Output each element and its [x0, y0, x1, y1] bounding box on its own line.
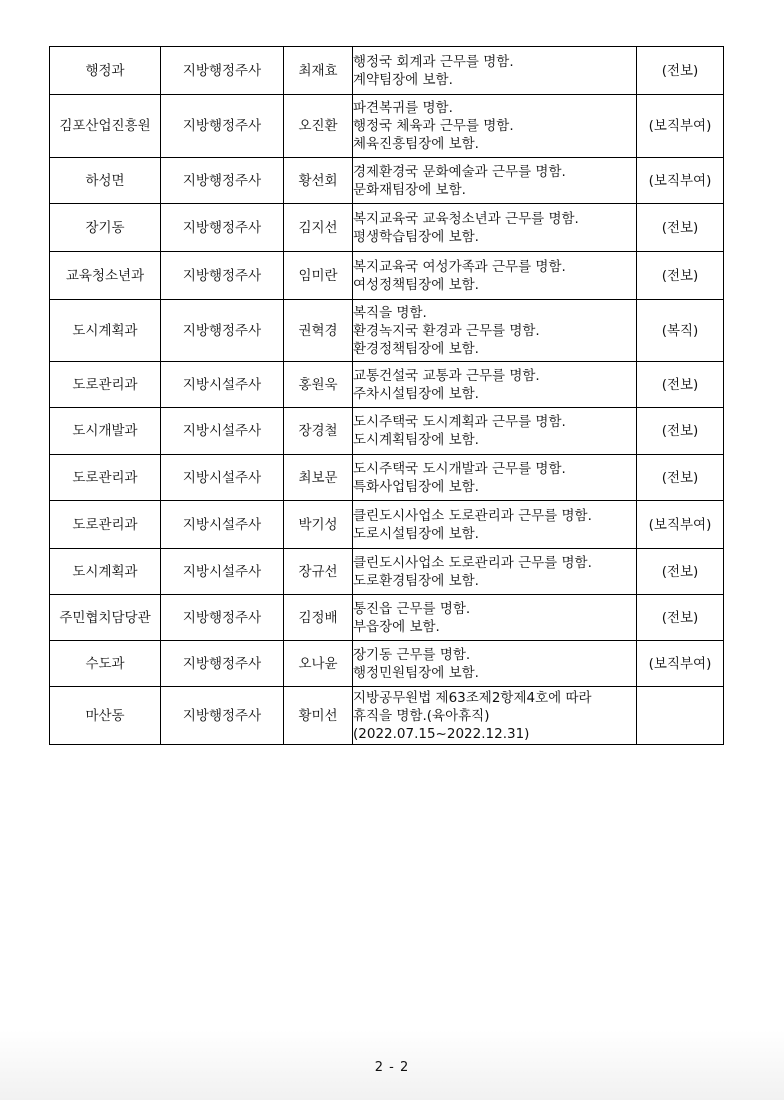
- appointment-description-line: 도시주택국 도시계획과 근무를 명함.: [353, 414, 566, 430]
- rank-cell: 지방행정주사: [161, 687, 284, 745]
- department-cell: 교육청소년과: [50, 252, 161, 300]
- employee-name-cell: 최재효: [284, 47, 353, 95]
- table-row: [50, 408, 724, 455]
- employee-name-cell: 오진환: [284, 95, 353, 158]
- department-cell: 도로관리과: [50, 501, 161, 549]
- department-cell: 도시개발과: [50, 408, 161, 455]
- appointment-description-line: 행정국 회계과 근무를 명함.: [353, 53, 514, 70]
- rank-cell: 지방행정주사: [161, 158, 284, 204]
- employee-name-cell: 김지선: [284, 204, 353, 252]
- employee-name-cell: 박기성: [284, 501, 353, 549]
- appointment-type-cell: (전보): [637, 455, 724, 501]
- table-row: [50, 95, 724, 158]
- rank-cell: 지방행정주사: [161, 204, 284, 252]
- table-row: [50, 549, 724, 595]
- rank-cell: 지방행정주사: [161, 595, 284, 641]
- rank-cell: 지방시설주사: [161, 549, 284, 595]
- appointment-description-line: 복직을 명함.: [353, 304, 427, 321]
- appointment-description-line: 도로시설팀장에 보함.: [353, 525, 479, 542]
- appointment-description-line: 장기동 근무를 명함.: [353, 646, 471, 663]
- appointment-description-cell: [353, 595, 637, 641]
- appointment-description-cell: [353, 204, 637, 252]
- appointment-description-line: 경제환경국 문화예술과 근무를 명함.: [353, 163, 566, 180]
- table-row: [50, 362, 724, 408]
- appointment-description-cell: [353, 501, 637, 549]
- appointment-description-line: 클린도시사업소 도로관리과 근무를 명함.: [353, 507, 592, 524]
- appointment-description-line: 부읍장에 보함.: [353, 618, 440, 635]
- rank-cell: 지방행정주사: [161, 300, 284, 362]
- department-cell: 수도과: [50, 641, 161, 687]
- table-row: [50, 595, 724, 641]
- rank-cell: 지방시설주사: [161, 501, 284, 549]
- appointment-type-cell: (복직): [637, 300, 724, 362]
- department-cell: 하성면: [50, 158, 161, 204]
- appointment-description-cell: [353, 158, 637, 204]
- rank-cell: 지방시설주사: [161, 362, 284, 408]
- table-row: [50, 204, 724, 252]
- appointment-description-line: 클린도시사업소 도로관리과 근무를 명함.: [353, 554, 592, 571]
- table-row: [50, 687, 724, 745]
- appointment-description-cell: [353, 408, 637, 455]
- appointment-type-cell: (전보): [637, 252, 724, 300]
- appointment-description-line: 복지교육국 여성가족과 근무를 명함.: [353, 258, 566, 275]
- appointment-description-line: 복지교육국 교육청소년과 근무를 명함.: [353, 210, 579, 227]
- rank-cell: 지방행정주사: [161, 95, 284, 158]
- rank-cell: 지방행정주사: [161, 252, 284, 300]
- rank-cell: 지방시설주사: [161, 455, 284, 501]
- rank-cell: 지방행정주사: [161, 47, 284, 95]
- appointment-description-line: 파견복귀를 명함.: [353, 100, 453, 116]
- employee-name-cell: 장경철: [284, 408, 353, 455]
- employee-name-cell: 황선회: [284, 158, 353, 204]
- appointment-description-line: 교통건설국 교통과 근무를 명함.: [353, 367, 540, 384]
- appointment-type-cell: (보직부여): [637, 641, 724, 687]
- appointment-type-cell: (보직부여): [637, 501, 724, 549]
- employee-name-cell: 홍원욱: [284, 362, 353, 408]
- employee-name-cell: 장규선: [284, 549, 353, 595]
- department-cell: 도시계획과: [50, 549, 161, 595]
- table-row: [50, 641, 724, 687]
- table-row: [50, 158, 724, 204]
- rank-cell: 지방행정주사: [161, 641, 284, 687]
- appointment-description-cell: [353, 641, 637, 687]
- appointment-description-line: (2022.07.15~2022.12.31): [353, 725, 530, 742]
- table-row: [50, 455, 724, 501]
- appointment-description-cell: [353, 455, 637, 501]
- table-row: [50, 47, 724, 95]
- appointment-description-cell: [353, 549, 637, 595]
- department-cell: 도로관리과: [50, 362, 161, 408]
- department-cell: 주민협치담당관: [50, 595, 161, 641]
- appointment-type-cell: (전보): [637, 595, 724, 641]
- appointment-description-line: 체육진흥팀장에 보함.: [353, 136, 479, 152]
- employee-name-cell: 황미선: [284, 687, 353, 745]
- appointment-type-cell: (전보): [637, 408, 724, 455]
- appointment-description-cell: [353, 47, 637, 95]
- appointment-description-cell: [353, 362, 637, 408]
- department-cell: 도시계획과: [50, 300, 161, 362]
- appointment-description-cell: [353, 252, 637, 300]
- table-row: [50, 300, 724, 362]
- appointment-description-line: 도로환경팀장에 보함.: [353, 572, 479, 589]
- appointment-description-line: 주차시설팀장에 보함.: [353, 385, 479, 402]
- department-cell: 행정과: [50, 47, 161, 95]
- employee-name-cell: 권혁경: [284, 300, 353, 362]
- appointment-description-line: 행정국 체육과 근무를 명함.: [353, 118, 514, 134]
- appointment-description-line: 환경정책팀장에 보함.: [353, 340, 479, 357]
- table-row: [50, 501, 724, 549]
- department-cell: 김포산업진흥원: [50, 95, 161, 158]
- appointment-description-line: 행정민원팀장에 보함.: [353, 664, 479, 681]
- page-number: 2 - 2: [374, 1060, 410, 1075]
- appointment-description-line: 계약팀장에 보함.: [353, 71, 453, 88]
- appointment-description-line: 여성정책팀장에 보함.: [353, 276, 479, 293]
- appointment-type-cell: (보직부여): [637, 158, 724, 204]
- department-cell: 마산동: [50, 687, 161, 745]
- appointment-description-line: 환경녹지국 환경과 근무를 명함.: [353, 322, 540, 339]
- appointment-type-cell: [637, 687, 724, 745]
- appointment-description-line: 지방공무원법 제63조제2항제4호에 따라: [353, 689, 592, 706]
- appointment-description-cell: [353, 95, 637, 158]
- personnel-order-table-body: [50, 47, 724, 745]
- personnel-order-table: [49, 46, 724, 745]
- employee-name-cell: 오나윤: [284, 641, 353, 687]
- appointment-type-cell: (전보): [637, 362, 724, 408]
- appointment-description-cell: [353, 687, 637, 745]
- department-cell: 장기동: [50, 204, 161, 252]
- appointment-description-line: 통진읍 근무를 명함.: [353, 600, 471, 617]
- employee-name-cell: 임미란: [284, 252, 353, 300]
- employee-name-cell: 최보문: [284, 455, 353, 501]
- appointment-description-line: 도시계획팀장에 보함.: [353, 432, 479, 448]
- appointment-description-line: 문화재팀장에 보함.: [353, 181, 466, 198]
- appointment-description-cell: [353, 300, 637, 362]
- employee-name-cell: 김정배: [284, 595, 353, 641]
- rank-cell: 지방시설주사: [161, 408, 284, 455]
- appointment-description-line: 휴직을 명함.(육아휴직): [353, 707, 490, 724]
- table-row: [50, 252, 724, 300]
- appointment-type-cell: (전보): [637, 47, 724, 95]
- appointment-description-line: 평생학습팀장에 보함.: [353, 228, 479, 245]
- appointment-type-cell: (전보): [637, 204, 724, 252]
- appointment-type-cell: (전보): [637, 549, 724, 595]
- appointment-description-line: 도시주택국 도시개발과 근무를 명함.: [353, 460, 566, 477]
- department-cell: 도로관리과: [50, 455, 161, 501]
- appointment-type-cell: (보직부여): [637, 95, 724, 158]
- appointment-description-line: 특화사업팀장에 보함.: [353, 478, 479, 495]
